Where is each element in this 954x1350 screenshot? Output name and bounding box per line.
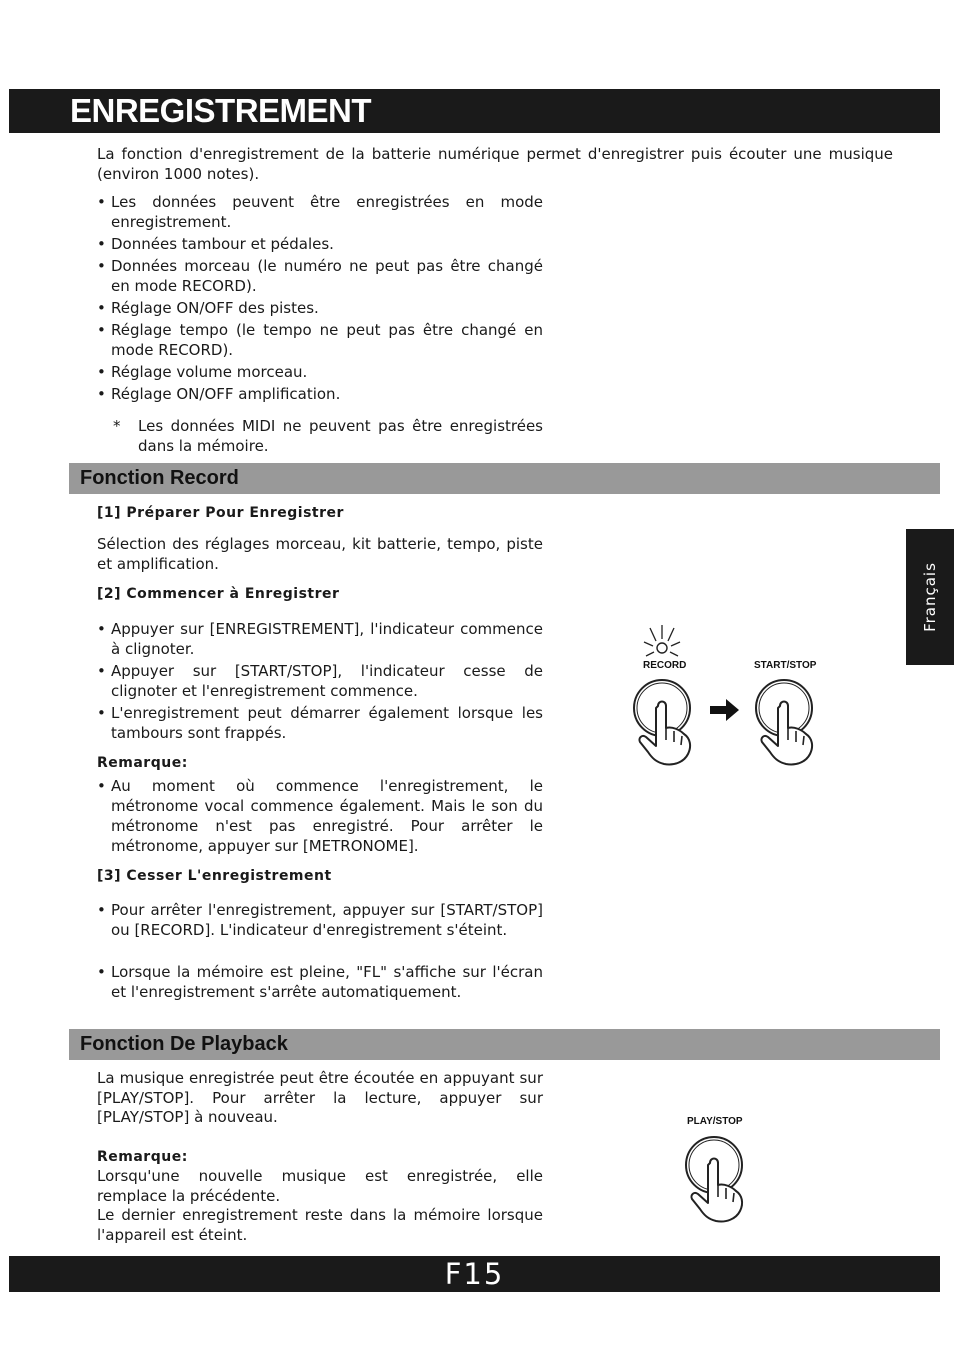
step2-title: [2] Commencer à Enregistrer	[97, 586, 340, 602]
blinking-indicator-icon	[640, 622, 690, 660]
bullet-icon: •	[97, 963, 106, 981]
midi-note: * Les données MIDI ne peuvent pas être enregistrées dans la mémoire.	[113, 417, 543, 455]
start-stop-button-icon	[752, 676, 822, 771]
title-bar	[9, 89, 940, 133]
bullet-icon: •	[97, 385, 106, 403]
footer-bar	[9, 1256, 940, 1292]
step1-text: Sélection des réglages morceau, kit batterie, tempo, piste et amplification.	[97, 535, 543, 573]
asterisk-icon: *	[113, 417, 121, 435]
page-title: ENREGISTREMENT	[70, 92, 372, 129]
list-item: • Données tambour et pédales.	[97, 235, 334, 253]
bullet-icon: •	[97, 704, 106, 722]
playback-remark-title: Remarque:	[97, 1149, 188, 1165]
bullet-icon: •	[97, 235, 106, 253]
bullet-icon: •	[97, 321, 106, 339]
step3-title: [3] Cesser L'enregistrement	[97, 868, 332, 884]
playback-remark-line2: Le dernier enregistrement reste dans la mémoire lorsque l'appareil est éteint.	[97, 1206, 543, 1244]
play-stop-button-icon	[682, 1133, 752, 1228]
intro-text: La fonction d'enregistrement de la batterie numérique permet d'enregistrer puis écouter une musique (environ 1000 notes).	[97, 145, 893, 183]
bullet-icon: •	[97, 299, 106, 317]
bullet-icon: •	[97, 257, 106, 275]
list-item: • Appuyer sur [ENREGISTREMENT], l'indicateur commence à clignoter.	[97, 620, 543, 658]
list-item: • Réglage volume morceau.	[97, 363, 308, 381]
record-button-icon	[630, 676, 700, 771]
list-item: • Lorsque la mémoire est pleine, "FL" s'affiche sur l'écran et l'enregistrement s'arrête automatiquement.	[97, 963, 543, 1001]
bullet-icon: •	[97, 193, 106, 211]
step1-title: [1] Préparer Pour Enregistrer	[97, 505, 344, 521]
playback-text: La musique enregistrée peut être écoutée en appuyant sur [PLAY/STOP]. Pour arrêter la lecture, appuyer sur [PLAY/STOP] à nouveau.	[97, 1069, 543, 1126]
list-item: • Au moment où commence l'enregistrement, le métronome vocal commence également. Mais le son du métronome n'est pas enregistré. Pour arrêter le métronome, appuyer sur [METRONOME].	[97, 777, 543, 855]
playstop-label: PLAY/STOP	[687, 1116, 743, 1127]
bullet-icon: •	[97, 901, 106, 919]
bullet-icon: •	[97, 363, 106, 381]
section-heading-record: Fonction Record	[80, 467, 239, 489]
list-item: • Les données peuvent être enregistrées en mode enregistrement.	[97, 193, 543, 231]
section-bar-playback	[69, 1029, 940, 1060]
list-item: • Appuyer sur [START/STOP], l'indicateur cesse de clignoter et l'enregistrement commence.	[97, 662, 543, 700]
record-label: RECORD	[643, 660, 687, 671]
list-item: • Données morceau (le numéro ne peut pas être changé en mode RECORD).	[97, 257, 543, 295]
playback-remark-line1: Lorsqu'une nouvelle musique est enregistrée, elle remplace la précédente.	[97, 1167, 543, 1205]
page-number: F15	[444, 1257, 505, 1291]
bullet-icon: •	[97, 662, 106, 680]
list-item: • Réglage tempo (le tempo ne peut pas être changé en mode RECORD).	[97, 321, 543, 359]
language-tab-label: Français	[921, 562, 939, 632]
remark-title: Remarque:	[97, 755, 188, 771]
list-item: • Réglage ON/OFF des pistes.	[97, 299, 319, 317]
list-item: • Pour arrêter l'enregistrement, appuyer sur [START/STOP] ou [RECORD]. L'indicateur d'enregistrement s'éteint.	[97, 901, 543, 939]
section-bar-record	[69, 463, 940, 494]
language-tab	[906, 529, 954, 665]
startstop-label: START/STOP	[754, 660, 817, 671]
arrow-right-icon	[710, 699, 740, 721]
list-item: • L'enregistrement peut démarrer également lorsque les tambours sont frappés.	[97, 704, 543, 742]
bullet-icon: •	[97, 620, 106, 638]
list-item: • Réglage ON/OFF amplification.	[97, 385, 341, 403]
bullet-icon: •	[97, 777, 106, 795]
section-heading-playback: Fonction De Playback	[80, 1033, 288, 1055]
